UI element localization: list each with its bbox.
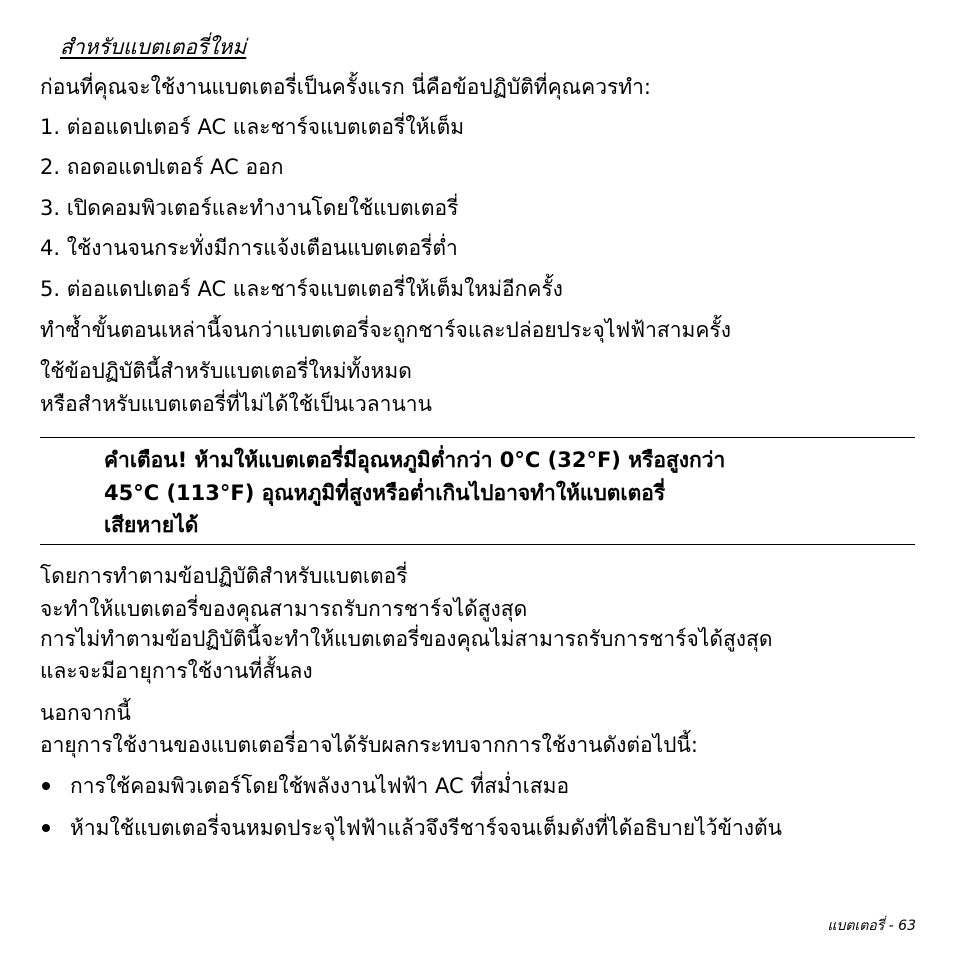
bullet-marker-2 bbox=[42, 824, 50, 832]
also-note-line-1: นอกจากนี้ bbox=[40, 701, 131, 725]
warning-line-2: 45°C (113°F) อุณหภูมิที่สูงหรือต่ำเกินไปอาจทำให้แบตเตอรี่ bbox=[104, 481, 666, 505]
intro-text: ก่อนที่คุณจะใช้งานแบตเตอรี่เป็นครั้งแรก นี่คือข้อปฏิบัติที่คุณควรทำ: bbox=[40, 75, 651, 99]
apply-note-line-1: ใช้ข้อปฏิบัตินี้สำหรับแบตเตอรี่ใหม่ทั้งหมด bbox=[40, 359, 412, 383]
page-footer: แบตเตอรี่ - 63 bbox=[827, 918, 916, 934]
section-heading: สำหรับแบตเตอรี่ใหม่ bbox=[60, 35, 247, 59]
follow-note-line-2: จะทำให้แบตเตอรี่ของคุณสามารถรับการชาร์จได้สูงสุด bbox=[40, 597, 528, 621]
step-2: 2. ถอดอแดปเตอร์ AC ออก bbox=[40, 155, 284, 179]
step-5: 5. ต่ออแดปเตอร์ AC และชาร์จแบตเตอรี่ให้เต็มใหม่อีกครั้ง bbox=[40, 277, 563, 301]
also-note-line-2: อายุการใช้งานของแบตเตอรี่อาจได้รับผลกระทบจากการใช้งานดังต่อไปนี้: bbox=[40, 733, 698, 757]
warning-line-1: คำเตือน! ห้ามให้แบตเตอรี่มีอุณหภูมิต่ำกว่า 0°C (32°F) หรือสูงกว่า bbox=[104, 448, 726, 472]
follow-note-line-3: การไม่ทำตามข้อปฏิบัตินี้จะทำให้แบตเตอรี่ของคุณไม่สามารถรับการชาร์จได้สูงสุด bbox=[40, 627, 773, 651]
warning-bottom-divider bbox=[40, 544, 915, 545]
step-4: 4. ใช้งานจนกระทั่งมีการแจ้งเตือนแบตเตอรี่ต่ำ bbox=[40, 236, 458, 260]
follow-note-line-4: และจะมีอายุการใช้งานที่สั้นลง bbox=[40, 659, 313, 683]
bullet-marker-1 bbox=[42, 782, 50, 790]
apply-note-line-2: หรือสำหรับแบตเตอรี่ที่ไม่ได้ใช้เป็นเวลานาน bbox=[40, 392, 432, 416]
warning-line-3: เสียหายได้ bbox=[104, 513, 199, 537]
bullet-item-2: ห้ามใช้แบตเตอรี่จนหมดประจุไฟฟ้าแล้วจึงรีชาร์จจนเต็มดังที่ได้อธิบายไว้ข้างต้น bbox=[70, 816, 782, 840]
follow-note-line-1: โดยการทำตามข้อปฏิบัติสำหรับแบตเตอรี่ bbox=[40, 564, 408, 588]
bullet-item-1: การใช้คอมพิวเตอร์โดยใช้พลังงานไฟฟ้า AC ที่สม่ำเสมอ bbox=[70, 774, 570, 798]
warning-top-divider bbox=[40, 437, 915, 438]
step-3: 3. เปิดคอมพิวเตอร์และทำงานโดยใช้แบตเตอรี่ bbox=[40, 196, 459, 220]
step-1: 1. ต่ออแดปเตอร์ AC และชาร์จแบตเตอรี่ให้เต็ม bbox=[40, 115, 465, 139]
repeat-note: ทำซ้ำขั้นตอนเหล่านี้จนกว่าแบตเตอรี่จะถูกชาร์จและปล่อยประจุไฟฟ้าสามครั้ง bbox=[40, 318, 731, 342]
